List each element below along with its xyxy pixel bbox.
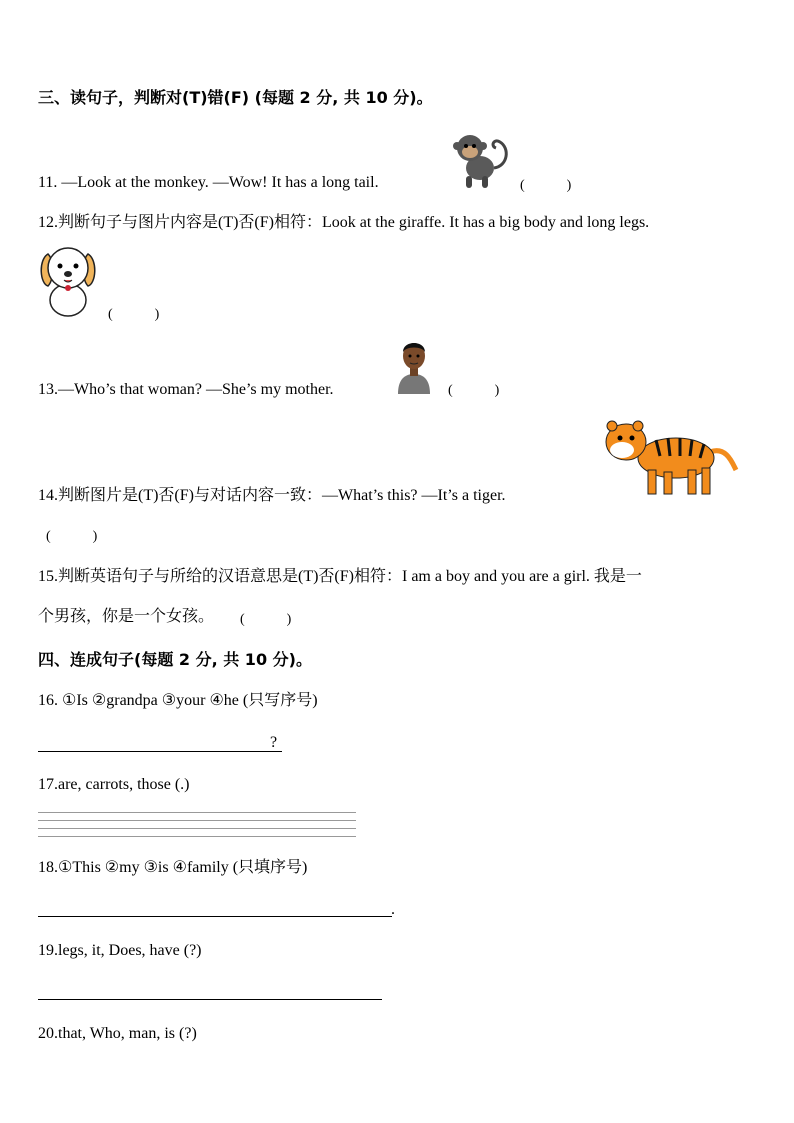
dog-icon (38, 240, 100, 318)
tiger-icon (600, 412, 740, 498)
question-13-text: 13.—Who’s that woman? —She’s my mother. (38, 381, 334, 398)
writing-line (38, 836, 356, 837)
writing-line (38, 812, 356, 813)
answer-paren-12[interactable]: ( ) (108, 307, 160, 322)
section-3-heading: 三、读句子，判断对(T)错(F) (每题 2 分, 共 10 分)。 (38, 88, 433, 107)
answer-line-19[interactable] (38, 999, 382, 1000)
section-4-heading: 四、连成句子(每题 2 分, 共 10 分)。 (38, 650, 312, 669)
answer-line-16[interactable] (38, 751, 282, 752)
question-15-line-2: 个男孩，你是一个女孩。 (38, 608, 215, 625)
answer-paren-11[interactable]: ( ) (520, 178, 572, 193)
answer-paren-15[interactable]: ( ) (240, 612, 292, 627)
answer-line-18[interactable] (38, 916, 392, 917)
question-12-text: 12.判断句子与图片内容是(T)否(F)相符：Look at the giraffe. It has a big body and long legs. (38, 214, 650, 231)
writing-line (38, 820, 356, 821)
question-16-end-mark: ? (270, 734, 278, 751)
answer-paren-13[interactable]: ( ) (448, 383, 500, 398)
question-18-end-mark: . (391, 901, 395, 918)
answer-paren-14[interactable]: ( ) (46, 529, 98, 544)
monkey-icon (450, 128, 514, 190)
question-16-text: 16. ①Is ②grandpa ③your ④he (只写序号) (38, 692, 318, 709)
question-19-text: 19.legs, it, Does, have (?) (38, 942, 202, 959)
question-18-text: 18.①This ②my ③is ④family (只填序号) (38, 859, 308, 876)
question-20-text: 20.that, Who, man, is (?) (38, 1025, 197, 1042)
question-14-text: 14.判断图片是(T)否(F)与对话内容一致：—What’s this? —It’s a tiger. (38, 487, 506, 504)
question-11-text: 11. —Look at the monkey. —Wow! It has a long tail. (38, 174, 379, 191)
writing-line (38, 828, 356, 829)
boy-icon (396, 338, 432, 394)
question-17-text: 17.are, carrots, those (.) (38, 776, 190, 793)
question-15-line-1: 15.判断英语句子与所给的汉语意思是(T)否(F)相符：I am a boy and you are a girl. 我是一 (38, 568, 642, 585)
